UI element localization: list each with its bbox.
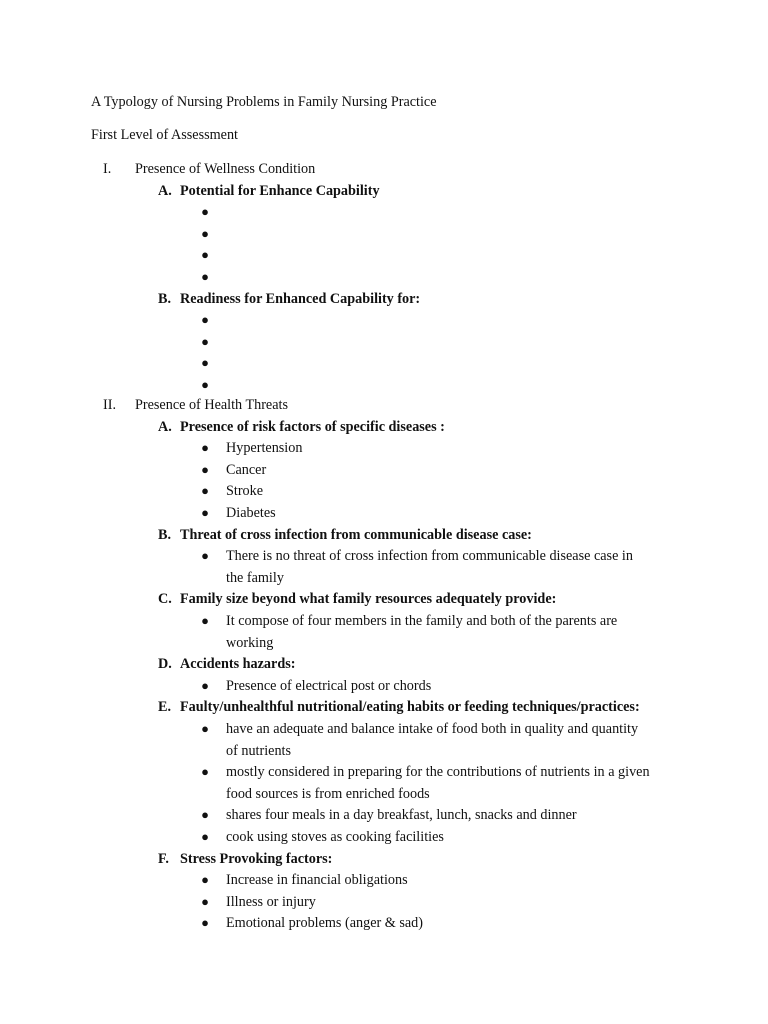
subsection-heading: Accidents hazards: [180, 656, 296, 673]
bullet-icon: ● [201, 829, 209, 844]
section-heading: Presence of Wellness Condition [135, 161, 316, 177]
bullet-text: the family [226, 569, 284, 586]
bullet-icon: ● [201, 764, 209, 780]
bullet-text: food sources is from enriched foods [226, 785, 430, 802]
bullet-text: Stroke [226, 483, 264, 500]
bullet-icon: ● [201, 247, 209, 263]
bullet-icon: ● [201, 225, 209, 241]
bullet-icon: ● [201, 915, 209, 931]
bullet-text: It compose of four members in the family and both of the parents are [226, 613, 618, 629]
subsection-heading: Threat of cross infection from communicable disease case: [180, 526, 532, 543]
subsection-letter: B. [158, 526, 172, 543]
subsection-letter: A. [158, 182, 172, 199]
bullet-text: Diabetes [226, 505, 276, 521]
subsection-heading: Stress Provoking factors: [180, 850, 333, 867]
bullet-icon: ● [201, 505, 209, 520]
bullet-text: Hypertension [226, 440, 303, 457]
bullet-icon: ● [201, 677, 209, 693]
bullet-text: Increase in financial obligations [226, 872, 408, 889]
bullet-icon: ● [201, 312, 209, 328]
bullet-icon: ● [201, 440, 209, 456]
bullet-text: Emotional problems (anger & sad) [226, 915, 423, 932]
section-numeral: II. [103, 397, 116, 413]
document-title: A Typology of Nursing Problems in Family Nursing Practice [91, 94, 437, 110]
bullet-icon: ● [201, 807, 209, 823]
bullet-icon: ● [201, 355, 209, 371]
assessment-level-heading: First Level of Assessment [91, 127, 238, 143]
bullet-icon: ● [201, 893, 209, 909]
subsection-heading: Faulty/unhealthful nutritional/eating habits or feeding techniques/practices: [180, 699, 640, 716]
subsection-heading: Family size beyond what family resources adequately provide: [180, 591, 557, 608]
subsection-heading: Presence of risk factors of specific diseases : [180, 418, 445, 435]
section-heading: Presence of Health Threats [135, 397, 288, 413]
bullet-icon: ● [201, 333, 209, 349]
bullet-text: have an adequate and balance intake of food both in quality and quantity [226, 721, 639, 737]
bullet-icon: ● [201, 269, 209, 284]
bullet-icon: ● [201, 377, 209, 392]
bullet-text: cook using stoves as cooking facilities [226, 829, 444, 845]
bullet-icon: ● [201, 721, 209, 736]
bullet-text: shares four meals in a day breakfast, lunch, snacks and dinner [226, 807, 577, 824]
bullet-text: Illness or injury [226, 893, 316, 910]
bullet-text: of nutrients [226, 742, 292, 759]
bullet-icon: ● [201, 872, 209, 888]
bullet-text: working [226, 634, 274, 651]
subsection-letter: B. [158, 290, 172, 307]
bullet-icon: ● [201, 204, 209, 220]
subsection-heading: Potential for Enhance Capability [180, 182, 380, 199]
subsection-letter: C. [158, 591, 172, 608]
subsection-letter: E. [158, 699, 172, 716]
bullet-icon: ● [201, 548, 209, 564]
bullet-text: There is no threat of cross infection from communicable disease case in [226, 548, 633, 565]
bullet-text: Cancer [226, 461, 267, 478]
bullet-text: mostly considered in preparing for the contributions of nutrients in a given [226, 764, 650, 781]
subsection-heading: Readiness for Enhanced Capability for: [180, 290, 421, 307]
bullet-icon: ● [201, 461, 209, 477]
bullet-text: Presence of electrical post or chords [226, 677, 432, 694]
section-numeral: I. [103, 161, 112, 177]
subsection-letter: F. [158, 850, 169, 867]
bullet-icon: ● [201, 483, 209, 499]
subsection-letter: A. [158, 418, 172, 435]
bullet-icon: ● [201, 613, 209, 628]
subsection-letter: D. [158, 656, 172, 673]
